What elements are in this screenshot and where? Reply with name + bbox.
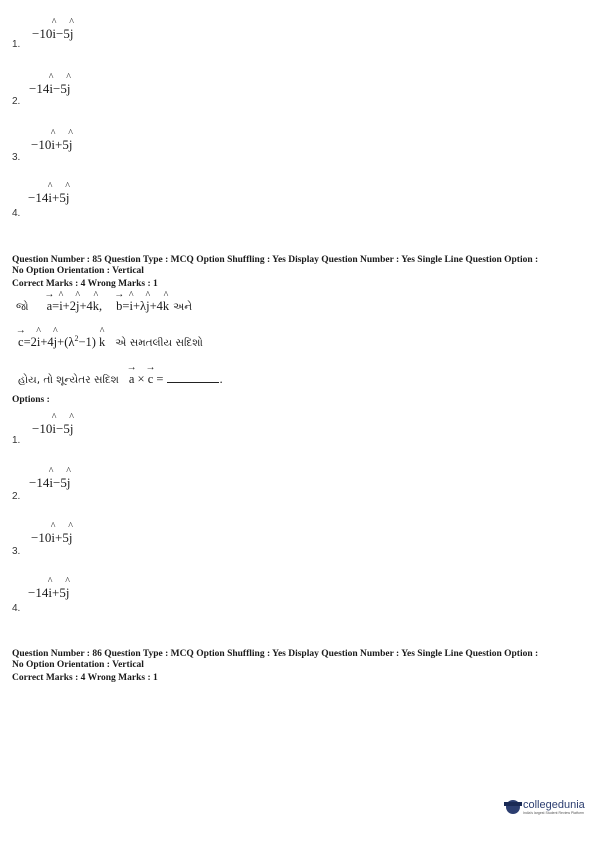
option-number: 4. xyxy=(12,603,21,614)
option-expression: −14^ i+5^ j xyxy=(28,585,69,601)
option-number: 1. xyxy=(12,39,21,50)
option-number: 2. xyxy=(12,491,21,502)
gujarati-text: હોય, તો શૂન્યેતર સદિશ xyxy=(18,374,119,386)
question-line-3: હોય, તો શૂન્યેતર સદિશ → a × → c = . xyxy=(18,370,223,388)
vector-b: → b=^ i+λ^ j+4^ k xyxy=(116,299,169,313)
collegedunia-logo xyxy=(506,799,585,815)
option-number: 3. xyxy=(12,152,21,163)
option-expression: −10^ i−5^ j xyxy=(32,421,73,437)
question-meta-line: Question Number : 85 Question Type : MCQ Option Shuffling : Yes Display Question Number : Yes Single Line Question Option : xyxy=(12,255,539,265)
logo-name: collegedunia xyxy=(523,799,585,811)
gujarati-text: અને xyxy=(173,301,193,313)
option-number: 1. xyxy=(12,435,21,446)
question-meta-line: Question Number : 86 Question Type : MCQ Option Shuffling : Yes Display Question Number : Yes Single Line Question Option : xyxy=(12,649,539,659)
option-number: 3. xyxy=(12,546,21,557)
option-expression: −14^ i−5^ j xyxy=(29,81,70,97)
option-expression: −10^ i+5^ j xyxy=(31,137,72,153)
logo-tagline: India's largest Student Review Platform xyxy=(523,811,584,815)
answer-blank xyxy=(167,373,219,383)
question-header xyxy=(12,255,587,277)
option-expression: −10^ i−5^ j xyxy=(32,26,73,42)
question-meta-line: No Option Orientation : Vertical xyxy=(12,266,144,276)
question-meta-line: No Option Orientation : Vertical xyxy=(12,660,144,670)
question-line-2 xyxy=(18,333,203,351)
option-expression: −14^ i−5^ j xyxy=(29,475,70,491)
option-number: 4. xyxy=(12,208,21,219)
marks-line: Correct Marks : 4 Wrong Marks : 1 xyxy=(12,673,158,683)
question-line-1 xyxy=(16,297,192,315)
vector-a: → a=^ i+2^ j+4^ k, xyxy=(47,299,103,313)
option-number: 2. xyxy=(12,96,21,107)
marks-line: Correct Marks : 4 Wrong Marks : 1 xyxy=(12,279,158,289)
options-label: Options : xyxy=(12,395,50,405)
gujarati-text: જો xyxy=(16,301,29,313)
question-header xyxy=(12,649,587,671)
option-expression: −10^ i+5^ j xyxy=(31,530,72,546)
vector-c: → c=2^ i+4^ $j+(\lambda^2-1)$ ^ k xyxy=(18,335,105,349)
option-expression: −14^ i+5^ j xyxy=(28,190,69,206)
graduation-cap-icon xyxy=(506,800,520,814)
cross-product: → a × → c = xyxy=(129,372,164,386)
gujarati-text: એ સમતલીય સદિશો xyxy=(115,337,203,349)
